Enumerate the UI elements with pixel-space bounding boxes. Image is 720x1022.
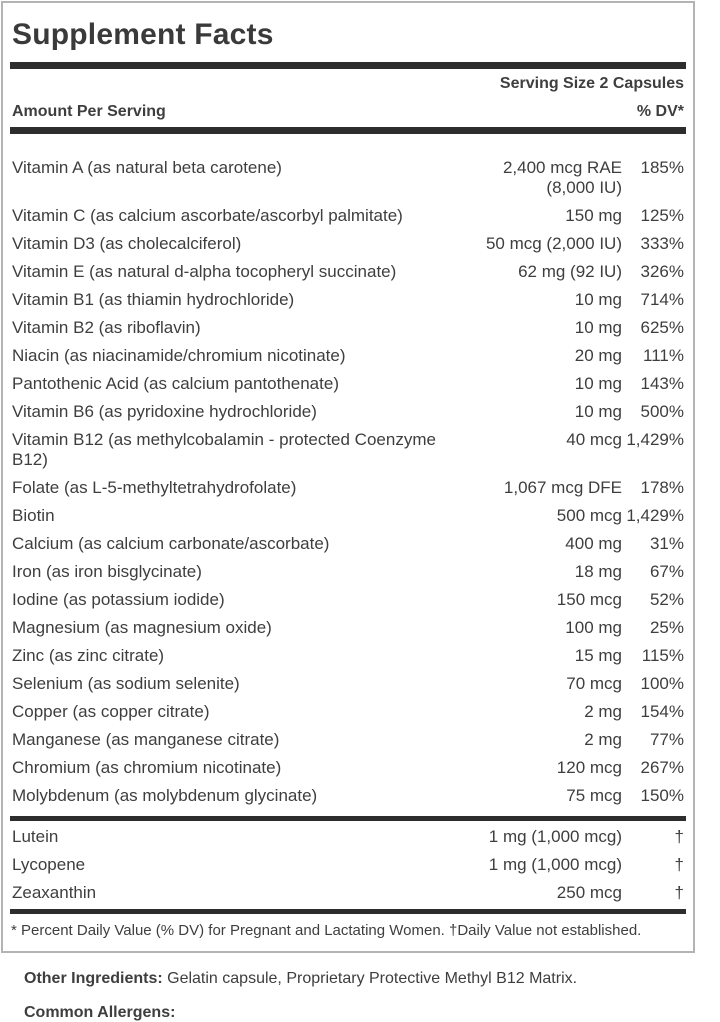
nutrient-amount-value: 10 mg [574,402,622,421]
secondary-nutrient-rows [3,821,693,909]
nutrient-dv: 154% [640,702,684,721]
other-ingredients [24,969,696,988]
nutrient-name: Chromium (as chromium nicotinate) [12,758,282,777]
nutrient-amount-value: 18 mg [574,562,622,581]
nutrient-amount-secondary: (8,000 IU) [546,178,622,197]
nutrient-row [3,879,693,907]
nutrient-amount [557,506,622,526]
nutrient-row [3,726,693,754]
nutrient-amount-value: 500 mcg [556,506,622,525]
nutrient-dv: † [674,855,684,874]
nutrient-amount-value: 75 mcg [566,786,622,805]
nutrient-row [3,614,693,642]
nutrient-amount [486,234,622,254]
nutrient-amount [565,534,622,554]
nutrient-name: Zeaxanthin [12,883,97,902]
nutrient-amount [584,730,622,750]
nutrient-row [3,823,693,851]
dv-header-label: % DV* [636,103,684,120]
nutrient-name: Copper (as copper citrate) [12,702,210,721]
other-ingredients-text: Gelatin capsule, Proprietary Protective Methyl B12 Matrix. [162,970,578,987]
panel-title: Supplement Facts [12,18,274,51]
nutrient-name: Biotin [12,506,55,525]
nutrient-amount-value: 10 mg [574,290,622,309]
other-ingredients-label: Other Ingredients: [24,970,163,987]
nutrient-amount-value: 70 mcg [566,674,622,693]
nutrient-amount [566,430,622,450]
nutrient-amount [557,590,622,610]
column-header-row [3,94,693,127]
nutrient-name: Molybdenum (as molybdenum glycinate) [12,786,318,805]
nutrient-rows [3,134,693,816]
thick-divider-header [10,127,686,134]
nutrient-amount-value: 400 mg [565,534,622,553]
nutrient-row [3,370,693,398]
nutrient-name: Magnesium (as magnesium oxide) [12,618,272,637]
nutrient-amount [557,883,622,903]
nutrient-dv: 625% [640,318,684,337]
nutrient-dv: 267% [640,758,684,777]
nutrient-amount [489,855,622,875]
nutrient-dv: 100% [640,674,684,693]
nutrient-dv: 143% [640,374,684,393]
nutrient-dv: † [674,883,684,902]
nutrient-amount [518,262,622,282]
nutrient-amount-value: 250 mcg [556,883,622,902]
nutrient-amount-value: 40 mcg [566,430,622,449]
nutrient-dv: 111% [643,346,684,365]
common-allergens [24,1003,696,1022]
nutrient-amount [566,674,622,694]
nutrient-amount [557,758,622,778]
nutrient-row [3,474,693,502]
nutrient-row [3,258,693,286]
nutrient-row [3,851,693,879]
common-allergens-label: Common Allergens: [24,1004,176,1021]
nutrient-amount [489,827,622,847]
nutrient-amount-value: 120 mcg [556,758,622,777]
nutrient-name: Vitamin E (as natural d-alpha tocopheryl succinate) [12,262,397,281]
nutrient-amount [566,786,622,806]
nutrient-name: Vitamin B1 (as thiamin hydrochloride) [12,290,295,309]
nutrient-amount [575,318,622,338]
nutrient-name: Vitamin A (as natural beta carotene) [12,158,282,177]
dv-footnote: * Percent Daily Value (% DV) for Pregnant and Lactating Women. †Daily Value not established. [11,922,642,939]
nutrient-amount-value: 50 mcg (2,000 IU) [485,234,622,253]
serving-size: Serving Size 2 Capsules [499,75,684,92]
nutrient-row [3,342,693,370]
nutrient-amount-value: 62 mg (92 IU) [518,262,622,281]
nutrient-name: Lycopene [12,855,86,874]
nutrient-amount-value: 150 mcg [556,590,622,609]
nutrient-name: Manganese (as manganese citrate) [12,730,280,749]
nutrient-row [3,154,693,202]
nutrient-dv: 333% [640,234,684,253]
nutrient-name: Vitamin B12 (as methylcobalamin - protected Coenzyme B12) [12,430,436,469]
nutrient-row [3,314,693,342]
below-panel-text [0,953,720,1022]
nutrient-dv: 125% [640,206,684,225]
nutrient-name: Lutein [12,827,59,846]
nutrient-amount-value: 2 mg [584,702,622,721]
nutrient-dv: 31% [649,534,684,553]
nutrient-row [3,558,693,586]
nutrient-dv: 67% [649,562,684,581]
nutrient-row [3,586,693,614]
nutrient-amount-value: 10 mg [574,374,622,393]
nutrient-row [3,642,693,670]
nutrient-name: Vitamin D3 (as cholecalciferol) [12,234,242,253]
nutrient-dv: 25% [649,618,684,637]
nutrient-amount-value: 20 mg [574,346,622,365]
nutrient-amount-value: 2 mg [584,730,622,749]
nutrient-dv: 1,429% [626,430,684,449]
nutrient-dv: 52% [649,590,684,609]
nutrient-name: Zinc (as zinc citrate) [12,646,165,665]
nutrient-amount-value: 2,400 mcg RAE [502,158,622,177]
nutrient-amount [575,290,622,310]
nutrient-row [3,670,693,698]
nutrient-dv: 500% [640,402,684,421]
nutrient-name: Iron (as iron bisglycinate) [12,562,202,581]
nutrient-name: Selenium (as sodium selenite) [12,674,240,693]
nutrient-name: Iodine (as potassium iodide) [12,590,225,609]
amount-per-serving-label: Amount Per Serving [12,103,166,120]
nutrient-amount [575,346,622,366]
nutrient-amount [575,562,622,582]
nutrient-name: Calcium (as calcium carbonate/ascorbate) [12,534,330,553]
nutrient-amount [565,618,622,638]
nutrient-dv: 714% [640,290,684,309]
nutrient-dv: † [674,827,684,846]
nutrient-amount [504,478,622,498]
nutrient-row [3,530,693,558]
nutrient-amount [584,702,622,722]
nutrient-dv: 326% [640,262,684,281]
nutrient-amount [503,158,622,198]
nutrient-name: Vitamin B6 (as pyridoxine hydrochloride) [12,402,317,421]
supplement-facts-panel [1,1,695,953]
nutrient-amount-value: 15 mg [574,646,622,665]
nutrient-row [3,426,693,474]
nutrient-amount [565,206,622,226]
nutrient-amount [575,646,622,666]
nutrient-dv: 77% [649,730,684,749]
nutrient-amount-value: 1,067 mcg DFE [503,478,622,497]
nutrient-amount-value: 150 mg [565,206,622,225]
nutrient-amount-value: 10 mg [574,318,622,337]
nutrient-amount-value: 100 mg [565,618,622,637]
nutrient-amount [575,402,622,422]
nutrient-row [3,782,693,810]
nutrient-amount-value: 1 mg (1,000 mcg) [488,827,622,846]
nutrient-row [3,398,693,426]
nutrient-name: Vitamin C (as calcium ascorbate/ascorbyl palmitate) [12,206,403,225]
nutrient-name: Folate (as L-5-methyltetrahydrofolate) [12,478,297,497]
nutrient-amount-value: 1 mg (1,000 mcg) [488,855,622,874]
nutrient-name: Niacin (as niacinamide/chromium nicotinate) [12,346,346,365]
nutrient-row [3,754,693,782]
nutrient-name: Vitamin B2 (as riboflavin) [12,318,201,337]
nutrient-name: Pantothenic Acid (as calcium pantothenate) [12,374,339,393]
nutrient-row [3,202,693,230]
thick-divider-top [10,62,686,69]
nutrient-dv: 1,429% [626,506,684,525]
nutrient-row [3,698,693,726]
nutrient-dv: 150% [640,786,684,805]
nutrient-amount [575,374,622,394]
nutrient-dv: 178% [640,478,684,497]
nutrient-row [3,286,693,314]
nutrient-row [3,502,693,530]
nutrient-dv: 185% [640,158,684,177]
nutrient-dv: 115% [641,646,684,665]
nutrient-row [3,230,693,258]
